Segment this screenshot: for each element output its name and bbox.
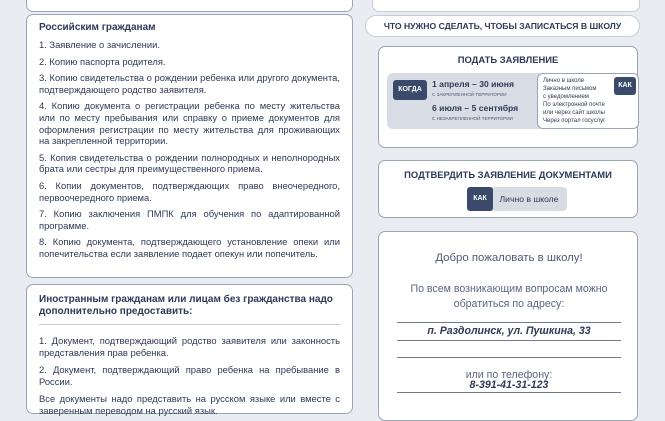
phone-intro: или по телефону:: [465, 369, 553, 381]
citizens-item-8: 8. Копию документа, подтверждающего установление опеки или попечительства если заявление подает опекун или попечитель.: [39, 236, 340, 259]
guide-title: ЧТО НУЖНО СДЕЛАТЬ, ЧТОБЫ ЗАПИСАТЬСЯ В ШКОЛУ: [365, 15, 640, 37]
way-5: или через сайт школы: [543, 110, 605, 116]
period-1: 1 апреля – 30 июня: [432, 79, 514, 89]
underline: [397, 357, 621, 358]
way-1: Лично в школе: [543, 78, 585, 84]
welcome-text: [379, 282, 639, 312]
top-card-fragment: [26, 0, 353, 12]
foreigners-note: Все документы надо представить на русском языке или вместе с заверенным переводом на русский язык.: [39, 393, 340, 416]
citizens-heading: Российским гражданам: [39, 22, 156, 33]
foreigners-item-1: 1. Документ, подтверждающий родство заявителя или законность представления прав ребенка.: [39, 335, 340, 358]
period-2: 6 июля – 5 сентября: [432, 103, 519, 113]
citizens-item-7: 7. Копию заключения ПМПК для обучения по адаптированной программе.: [39, 208, 340, 231]
citizens-item-4: 4. Копию документа о регистрации ребенка по месту жительства или по месту пребывания или справку о приеме документов для оформления регистрации по месту жительства для проживающих на закрепленной территории.: [39, 100, 340, 147]
citizens-item-6: 6. Копии документов, подтверждающих право внеочередного, первоочередного приема.: [39, 179, 340, 203]
right-top-card-fragment: [372, 0, 640, 12]
foreigners-divider: [39, 324, 340, 325]
submit-application-card: [378, 46, 638, 148]
confirm-how-label: КАК: [467, 187, 493, 211]
submit-details: [387, 73, 632, 133]
welcome-text-line-1: По всем возникающим вопросам можно: [410, 283, 608, 295]
way-2: Заказным письмом: [543, 86, 597, 92]
welcome-text-line-2: обратиться по адресу:: [453, 298, 565, 310]
foreigners-heading: Иностранным гражданам или лицам без гражданства надо дополнительно предоставить:: [39, 294, 333, 317]
way-3: с уведомлением: [543, 94, 589, 100]
school-phone: 8-391-41-31-123: [469, 379, 549, 391]
school-address: п. Раздолинск, ул. Пушкина, 33: [427, 325, 591, 337]
confirm-application-card: [378, 160, 638, 218]
citizens-item-5: 5. Копия свидетельства о рождении полнородных и неполнородных брата или сестры для преимущественного приема.: [39, 151, 340, 175]
how-box: [537, 73, 639, 129]
period-2-note: С НЕЗАКРЕПЛЕННОЙ ТЕРРИТОРИИ: [432, 116, 513, 121]
when-box: [387, 73, 553, 129]
confirm-details: [387, 187, 629, 213]
when-label: КОГДА: [393, 80, 427, 100]
underline: [397, 340, 621, 341]
citizens-item-3: 3. Копию свидетельства о рождении ребенка или другого документа, подтверждающего родство заявителя.: [39, 72, 340, 95]
underline: [397, 392, 621, 393]
how-label: КАК: [614, 77, 636, 95]
citizens-documents-card: [26, 14, 353, 278]
foreigners-item-2: 2. Документ, подтверждающий право ребенка на пребывание в России.: [39, 364, 340, 387]
foreigners-documents-card: [26, 284, 353, 414]
underline: [397, 322, 621, 323]
confirm-title: ПОДТВЕРДИТЬ ЗАЯВЛЕНИЕ ДОКУМЕНТАМИ: [404, 169, 612, 180]
confirm-method: Лично в школе: [491, 187, 567, 211]
citizens-item-1: 1. Заявление о зачислении.: [39, 39, 160, 50]
welcome-card: [378, 231, 638, 421]
submit-title: ПОДАТЬ ЗАЯВЛЕНИЕ: [457, 54, 559, 65]
way-6: Через портал госуслуг: [543, 118, 606, 124]
way-4: По электронной почте: [543, 102, 605, 108]
period-1-note: С ЗАКРЕПЛЕННОЙ ТЕРРИТОРИИ: [432, 92, 507, 97]
citizens-item-2: 2. Копию паспорта родителя.: [39, 55, 166, 67]
welcome-title: Добро пожаловать в школу!: [435, 252, 583, 264]
